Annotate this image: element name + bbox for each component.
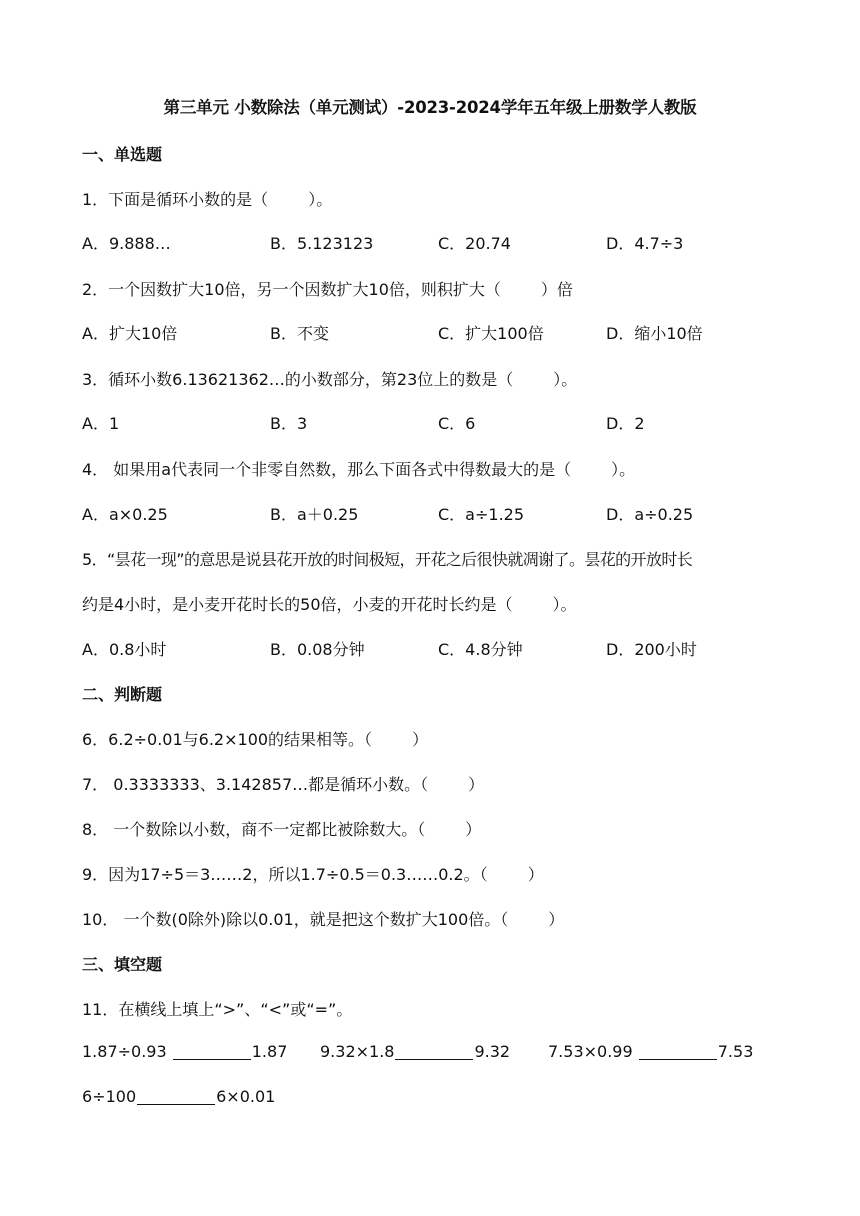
question-10-prompt: 10． 一个数(0除外)除以0.01，就是把这个数扩大100倍。（: [82, 910, 509, 929]
question-2-prompt: 2．一个因数扩大10倍，另一个因数扩大10倍，则积扩大（: [82, 280, 501, 299]
question-8-prompt: 8． 一个数除以小数，商不一定都比被除数大。（: [82, 820, 426, 839]
q11-item-2: [320, 1042, 510, 1061]
q11-item-2-right: 9.32: [474, 1042, 511, 1061]
q5-option-b: B．0.08分钟: [270, 640, 365, 659]
question-7-end: ）: [468, 775, 485, 794]
question-4-prompt: 4． 如果用a代表同一个非零自然数，那么下面各式中得数最大的是（: [82, 460, 572, 479]
question-3-end: ）。: [553, 370, 578, 389]
page-title: 第三单元 小数除法（单元测试）-2023-2024学年五年级上册数学人教版: [163, 98, 697, 117]
q11-item-1: [82, 1042, 287, 1061]
q4-option-c: C．a÷1.25: [438, 505, 525, 524]
question-8-end: ）: [465, 820, 482, 839]
q1-option-c: C．20.74: [438, 234, 511, 253]
q4-option-a: A．a×0.25: [82, 505, 168, 524]
question-5-prompt: 约是4小时，是小麦开花时长的50倍，小麦的开花时长约是（: [82, 595, 513, 614]
q11-item-1-blank[interactable]: [173, 1043, 251, 1060]
section-heading-fill-in: 三、填空题: [82, 955, 163, 974]
question-10: [82, 907, 564, 930]
q2-option-a: A．扩大10倍: [82, 324, 178, 343]
q3-option-b: B．3: [270, 414, 308, 433]
q3-option-a: A．1: [82, 414, 120, 433]
question-10-end: ）: [548, 910, 565, 929]
q11-item-4-blank[interactable]: [137, 1088, 215, 1105]
section-heading-true-false: 二、判断题: [82, 685, 163, 704]
question-9-end: ）: [527, 865, 544, 884]
question-6-end: ）: [412, 730, 429, 749]
q11-item-3-left: 7.53×0.99: [548, 1042, 638, 1061]
question-9: [82, 862, 544, 885]
question-6-prompt: 6．6.2÷0.01与6.2×100的结果相等。（: [82, 730, 373, 749]
q2-option-c: C．扩大100倍: [438, 324, 544, 343]
q1-option-d: D．4.7÷3: [606, 234, 684, 253]
q3-option-d: D．2: [606, 414, 645, 433]
q1-option-a: A．9.888…: [82, 234, 171, 253]
q11-item-4-left: 6÷100: [82, 1087, 137, 1106]
q11-item-3-blank[interactable]: [639, 1043, 717, 1060]
question-5-end: ）。: [552, 595, 577, 614]
question-3: [82, 367, 577, 390]
q4-option-b: B．a＋0.25: [270, 505, 359, 524]
question-1: [82, 187, 332, 210]
question-1-end: ）。: [308, 190, 333, 209]
q2-option-d: D．缩小10倍: [606, 324, 703, 343]
q11-item-2-left: 9.32×1.8: [320, 1042, 395, 1061]
q3-option-c: C．6: [438, 414, 476, 433]
question-3-prompt: 3．循环小数6.13621362…的小数部分，第23位上的数是（: [82, 370, 514, 389]
question-9-prompt: 9．因为17÷5＝3……2，所以1.7÷0.5＝0.3……0.2。（: [82, 865, 488, 884]
question-5-line-2: [82, 592, 577, 615]
q5-option-c: C．4.8分钟: [438, 640, 523, 659]
q11-item-1-left: 1.87÷0.93: [82, 1042, 172, 1061]
question-4: [82, 457, 635, 480]
question-11-prompt: 11．在横线上填上“>”、“<”或“=”。: [82, 1000, 353, 1019]
q2-option-b: B．不变: [270, 324, 329, 343]
q11-item-3: [548, 1042, 753, 1061]
question-8: [82, 817, 481, 840]
question-2-end: ）倍: [540, 280, 573, 299]
question-7: [82, 772, 484, 795]
q11-item-2-blank[interactable]: [395, 1043, 473, 1060]
question-4-end: ）。: [611, 460, 636, 479]
q11-item-4: [82, 1087, 275, 1106]
q5-option-a: A．0.8小时: [82, 640, 167, 659]
q11-item-3-right: 7.53: [717, 1042, 754, 1061]
question-7-prompt: 7． 0.3333333、3.142857…都是循环小数。（: [82, 775, 429, 794]
question-2: [82, 277, 573, 300]
section-heading-single-choice: 一、单选题: [82, 145, 163, 164]
q1-option-b: B．5.123123: [270, 234, 374, 253]
q5-option-d: D．200小时: [606, 640, 697, 659]
q11-item-1-right: 1.87: [251, 1042, 288, 1061]
q11-item-4-right: 6×0.01: [216, 1087, 276, 1106]
q4-option-d: D．a÷0.25: [606, 505, 694, 524]
question-5-line-1: 5．“昙花一现”的意思是说县花开放的时间极短，开花之后很快就凋谢了。昙花的开放时长: [82, 550, 693, 569]
question-6: [82, 727, 428, 750]
question-1-prompt: 1．下面是循环小数的是（: [82, 190, 269, 209]
